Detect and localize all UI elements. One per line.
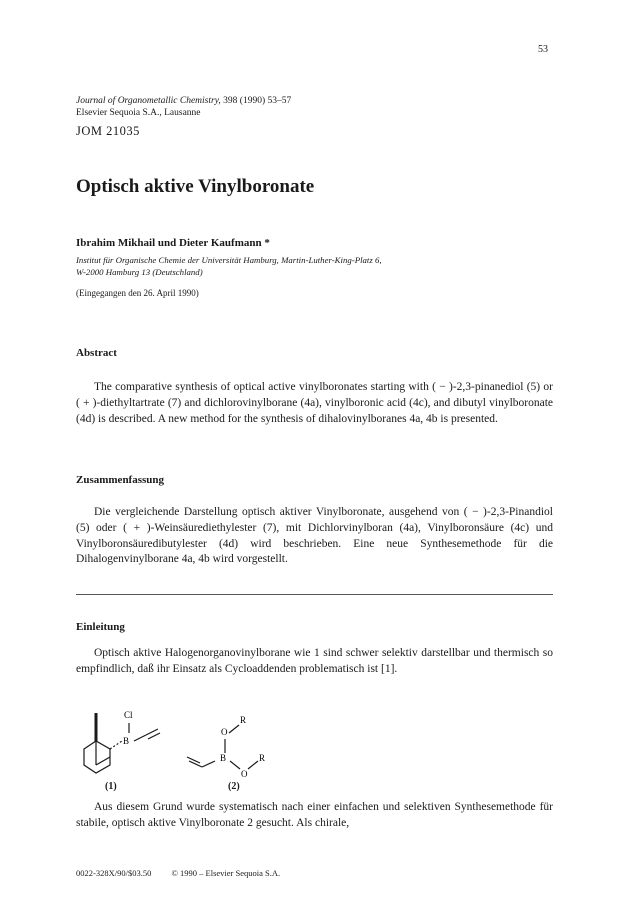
boron-bond: [110, 741, 122, 749]
abstract-heading: Abstract: [76, 347, 117, 359]
received-date: (Eingegangen den 26. April 1990): [76, 288, 199, 298]
affiliation-line-1: Institut für Organische Chemie der Universität Hamburg, Martin-Luther-King-Platz 6,: [76, 255, 382, 265]
einleitung-paragraph-1: Optisch aktive Halogenorganovinylborane wie 1 sind schwer selektiv darstellbar und thermisch so empfindlich, daß ihr Einsatz als Cycloaddenden problematisch ist [1].: [76, 647, 553, 675]
o-r-bond-up: [229, 725, 239, 733]
atom-o-2: O: [241, 769, 248, 779]
abstract-text: The comparative synthesis of optical active vinylboronates starting with ( − )-2,3-pinanediol (5) or ( + )-diethyltartrate (7) and dichlorovinylborane (4a), vinylboronic acid (4c), and dibutyl vinylboronate (4d) is described. A new method for the synthesis of dihalovinylboranes 4a, 4b is presented.: [76, 381, 553, 425]
affiliation: [76, 254, 546, 278]
footer: [76, 868, 436, 878]
structure-1: [84, 713, 160, 773]
vinyl-bond-1: [134, 735, 146, 741]
journal-volume: 398 (1990) 53–57: [223, 96, 292, 106]
einleitung-paragraph-2: Aus diesem Grund wurde systematisch nach einer einfachen und selektiven Synthesemethode für stabile, optisch aktive Vinylboronate 2 gesucht. Als chirale,: [76, 801, 553, 829]
section-divider: [76, 594, 553, 595]
chemical-structures: [76, 703, 316, 783]
atom-cl: Cl: [124, 710, 133, 720]
pinane-ring: [84, 741, 110, 773]
vinyl-2-double: [187, 757, 200, 763]
atom-b-1: B: [123, 736, 130, 746]
atom-o-1: O: [221, 727, 228, 737]
einleitung-heading: Einleitung: [76, 621, 125, 633]
vinyl-2-bond-1: [189, 761, 202, 767]
paper-title: Optisch aktive Vinylboronate: [76, 176, 315, 197]
journal-name: Journal of Organometallic Chemistry,: [76, 96, 221, 106]
structure-label-2: (2): [228, 781, 240, 792]
authors: Ibrahim Mikhail und Dieter Kaufmann *: [76, 237, 270, 249]
atom-r-1: R: [240, 715, 247, 725]
page-number: 53: [538, 44, 548, 55]
copyright: © 1990 – Elsevier Sequoia S.A.: [171, 868, 281, 878]
b-o-bond-down: [230, 761, 240, 769]
pinane-bridge-2: [96, 757, 110, 765]
affiliation-line-2: W-2000 Hamburg 13 (Deutschland): [76, 267, 203, 277]
vinyl-2-bond-2: [202, 761, 215, 767]
journal-citation: [76, 95, 291, 119]
zusammenfassung-text: Die vergleichende Darstellung optisch aktiver Vinylboronate, ausgehend von ( − )-2,3-Pinandiol (5) oder ( + )-Weinsäurediethylester (7), mit Dichlorvinylboran (4a), Vinylboronsäure (4c) und Vinylboronsäuredibutylester (4d) wird beschrieben. Eine neue Synthesemethode für die Dihalogenvinylborane 4a, 4b wird vorgestellt.: [76, 506, 553, 566]
o-r-bond-down: [248, 761, 258, 769]
atom-r-2: R: [259, 753, 266, 763]
vinyl-bond-2: [146, 729, 158, 735]
jom-number: JOM 21035: [76, 124, 140, 138]
zusammenfassung-heading: Zusammenfassung: [76, 474, 165, 486]
structure-label-1: (1): [105, 781, 117, 792]
issn-code: 0022-328X/90/$03.50: [76, 868, 152, 878]
publisher: Elsevier Sequoia S.A., Lausanne: [76, 108, 201, 118]
vinyl-double-bond: [148, 733, 160, 739]
atom-b-2: B: [220, 753, 227, 763]
